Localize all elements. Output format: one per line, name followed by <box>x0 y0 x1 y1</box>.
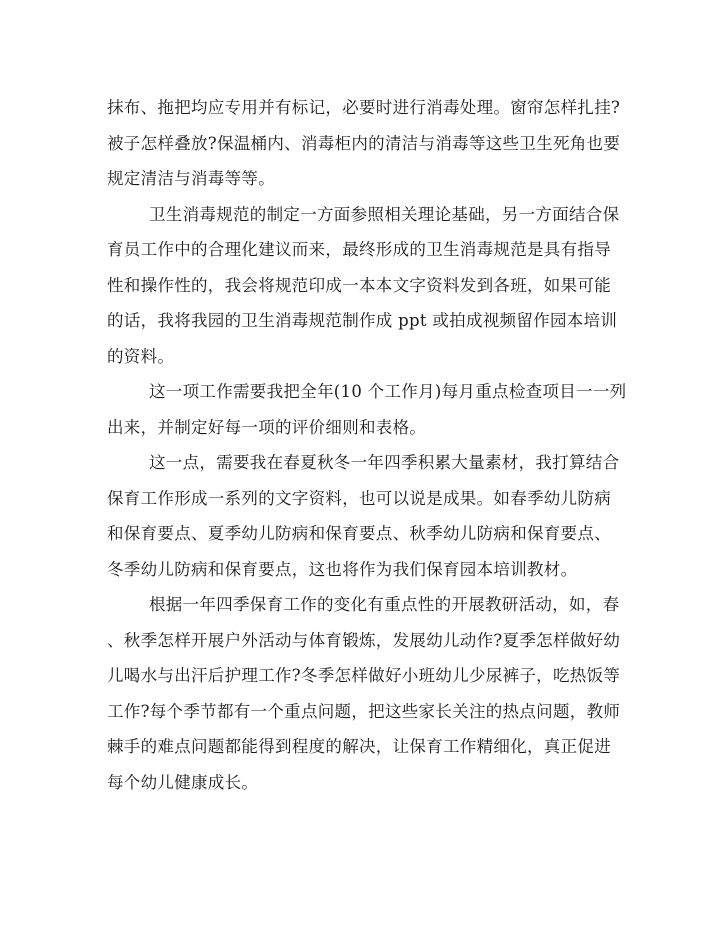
text-line: 规定清洁与消毒等等。 <box>107 169 275 188</box>
paragraph-1 <box>107 90 619 197</box>
text-line: 被子怎样叠放?保温桶内、消毒柜内的清洁与消毒等这些卫生死角也要 <box>107 133 621 153</box>
text-line: 和保育要点、夏季幼儿防病和保育要点、秋季幼儿防病和保育要点、 <box>107 524 611 543</box>
text-line: 棘手的难点问题都能得到程度的解决，让保育工作精细化，真正促进 <box>107 737 611 756</box>
text-line: 性和操作性的，我会将规范印成一本本文字资料发到各班，如果可能 <box>107 275 611 295</box>
text-line: 冬季幼儿防病和保育要点，这也将作为我们保育园本培训教材。 <box>107 559 578 579</box>
paragraph-5 <box>107 587 619 800</box>
text-line: 这一项工作需要我把全年(10 个工作月)每月重点检查项目一一列 <box>149 382 627 401</box>
text-line: 育员工作中的合理化建议而来，最终形成的卫生消毒规范是具有指导 <box>107 240 611 259</box>
text-line: 根据一年四季保育工作的变化有重点性的开展教研活动，如，春 <box>149 595 620 614</box>
text-line: 儿喝水与出汗后护理工作?冬季怎样做好小班幼儿少尿裤子，吃热饭等 <box>107 666 621 685</box>
paragraph-3 <box>107 374 627 445</box>
text-line: 保育工作形成一系列的文字资料，也可以说是成果。如春季幼儿防病 <box>107 488 611 508</box>
text-line: 的话，我将我园的卫生消毒规范制作成 ppt 或拍成视频留作园本培训 <box>107 311 618 330</box>
text-line: 出来，并制定好每一项的评价细则和表格。 <box>107 417 427 437</box>
text-line: 这一点，需要我在春夏秋冬一年四季积累大量素材，我打算结合 <box>149 453 620 472</box>
text-line: 每个幼儿健康成长。 <box>107 772 259 792</box>
document-body <box>107 90 627 800</box>
paragraph-2 <box>107 197 619 375</box>
text-line: 抹布、拖把均应专用并有标记，必要时进行消毒处理。窗帘怎样扎挂? <box>107 98 621 117</box>
text-line: 工作?每个季节都有一个重点问题，把这些家长关注的热点问题，教师 <box>107 701 621 721</box>
text-line: 的资料。 <box>107 346 175 366</box>
paragraph-4 <box>107 445 619 587</box>
text-line: 卫生消毒规范的制定一方面参照相关理论基础，另一方面结合保 <box>149 204 620 224</box>
text-line: 、秋季怎样开展户外活动与体育锻炼，发展幼儿动作?夏季怎样做好幼 <box>107 630 621 650</box>
